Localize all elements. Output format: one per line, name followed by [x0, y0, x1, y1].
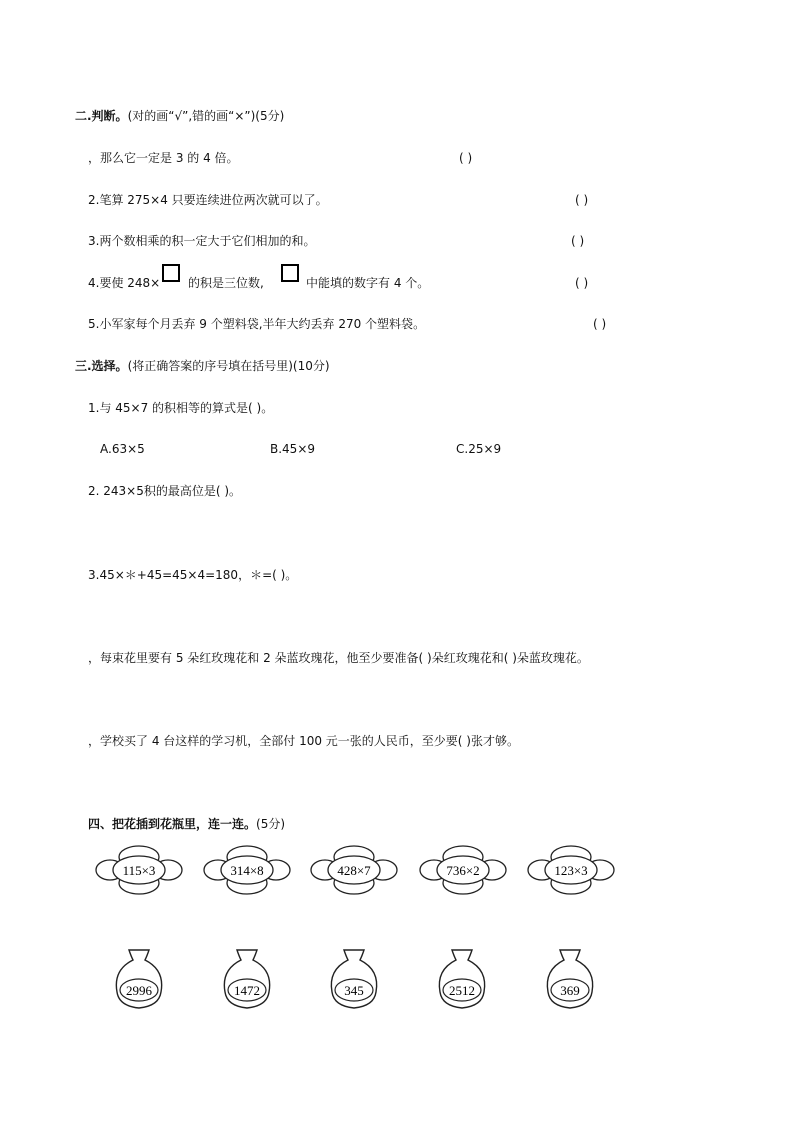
- choice-q2: 2. 243×5积的最高位是( )。: [88, 484, 242, 498]
- choice-q3: 3.45×＊+45=45×4=180，＊=( )。: [88, 568, 298, 582]
- choice-q5: ，学校买了 4 台这样的学习机，全部付 100 元一张的人民币，至少要( )张才够。: [88, 734, 519, 748]
- choice-q4: ，每束花里要有 5 朵红玫瑰花和 2 朵蓝玫瑰花，他至少要准备( )朵红玫瑰花和( )朵蓝玫瑰花。: [88, 651, 589, 665]
- judge-item-4-text-a: 4.要使 248×: [88, 276, 161, 290]
- flower-2-label: 314×8: [230, 863, 264, 878]
- judge-item-1-answer[interactable]: ( ): [459, 151, 473, 165]
- judge-item-2-text: 2.笔算 275×4 只要连续进位两次就可以了。: [88, 193, 328, 207]
- vase-1[interactable]: [107, 948, 171, 1010]
- judge-item-4-c: [306, 275, 429, 291]
- judge-item-3-text: 3.两个数相乘的积一定大于它们相加的和。: [88, 234, 316, 248]
- choice-q1-option-c[interactable]: C.25×9: [456, 442, 502, 456]
- choice-q1-option-a[interactable]: A.63×5: [100, 442, 145, 456]
- vase-3[interactable]: [322, 948, 386, 1010]
- section-judge-heading: 二.判断。: [75, 109, 128, 123]
- flower-4[interactable]: [418, 845, 508, 895]
- blank-box-2: [281, 264, 299, 282]
- section-judge-instructions: (对的画“√”,错的画“×”)(5分): [127, 109, 285, 123]
- vase-4-label: 2512: [449, 983, 475, 998]
- judge-item-4-b: [188, 275, 264, 291]
- judge-item-3-answer[interactable]: ( ): [571, 234, 585, 248]
- judge-item-2: [88, 192, 328, 208]
- vase-3-label: 345: [344, 983, 364, 998]
- flower-3-label: 428×7: [337, 863, 371, 878]
- judge-item-5: [88, 316, 425, 332]
- flower-3[interactable]: [309, 845, 399, 895]
- vase-5[interactable]: [538, 948, 602, 1010]
- section-choice-heading: 三.选择。: [75, 359, 128, 373]
- section-match-title: [88, 816, 285, 832]
- section-match-instructions: (5分): [256, 817, 286, 831]
- choice-q1-option-b[interactable]: B.45×9: [270, 442, 316, 456]
- flower-1[interactable]: [94, 845, 184, 895]
- vase-1-label: 2996: [126, 983, 152, 998]
- choice-q1: 1.与 45×7 的积相等的算式是( )。: [88, 401, 274, 415]
- judge-item-2-answer[interactable]: ( ): [575, 193, 589, 207]
- vase-2[interactable]: [215, 948, 279, 1010]
- judge-item-5-answer[interactable]: ( ): [593, 317, 607, 331]
- flower-2[interactable]: [202, 845, 292, 895]
- flower-5-label: 123×3: [554, 863, 588, 878]
- judge-item-1: [88, 150, 239, 166]
- section-judge-title: [75, 108, 284, 124]
- judge-item-1-text: ，那么它一定是 3 的 4 倍。: [88, 151, 239, 165]
- judge-item-4-answer[interactable]: ( ): [575, 276, 589, 290]
- judge-item-5-text: 5.小军家每个月丢弃 9 个塑料袋,半年大约丢弃 270 个塑料袋。: [88, 317, 426, 331]
- flower-4-label: 736×2: [446, 863, 480, 878]
- judge-item-3: [88, 233, 315, 249]
- section-choice-instructions: (将正确答案的序号填在括号里)(10分): [127, 359, 330, 373]
- judge-item-4-text-c: 中能填的数字有 4 个。: [306, 276, 430, 290]
- flower-1-label: 115×3: [122, 863, 156, 878]
- vase-4[interactable]: [430, 948, 494, 1010]
- section-choice-title: [75, 358, 330, 374]
- section-match-heading: 四、把花插到花瓶里，连一连。: [88, 817, 257, 831]
- blank-box-1: [162, 264, 180, 282]
- vase-5-label: 369: [560, 983, 580, 998]
- vase-2-label: 1472: [234, 983, 260, 998]
- flower-5[interactable]: [526, 845, 616, 895]
- judge-item-4: [88, 275, 160, 291]
- judge-item-4-text-b: 的积是三位数,: [188, 276, 264, 290]
